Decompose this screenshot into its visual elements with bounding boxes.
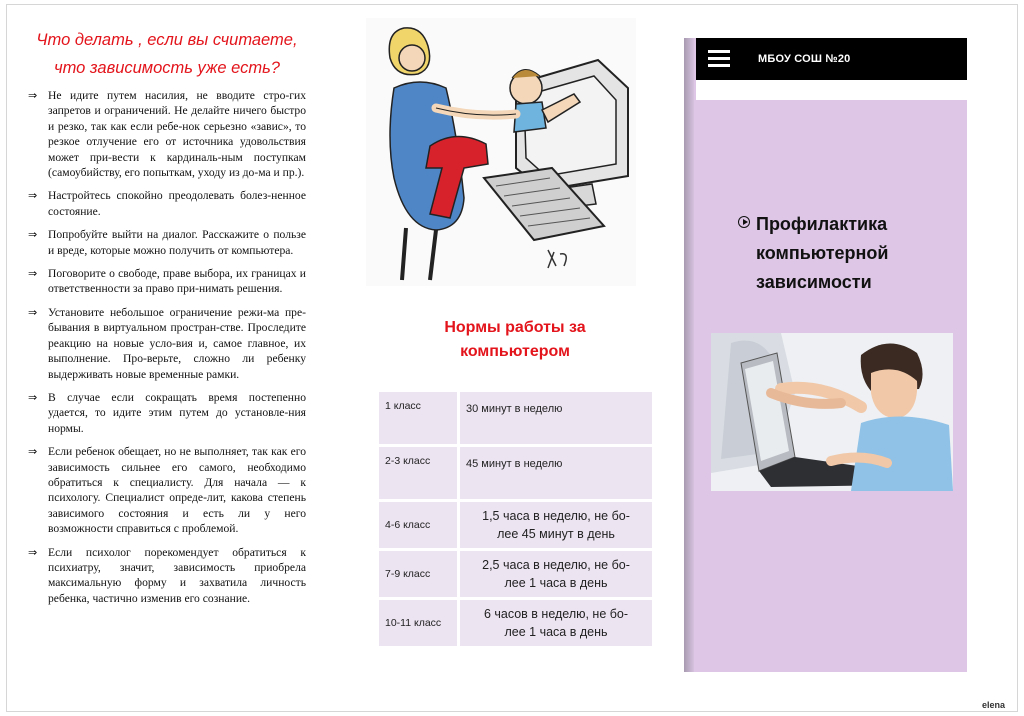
list-item (28, 266, 306, 297)
tip-text: Если психолог порекомендует обратиться к психиатру, значит, зависимость приобрела максимальную форму и захватила личность ребенка, частично изменив его сознание. (48, 545, 306, 605)
grade-cell: 2-3 класс (379, 447, 460, 499)
norms-table (379, 389, 652, 649)
menu-icon[interactable] (708, 50, 730, 68)
list-item (28, 305, 306, 382)
time-cell: 45 минут в неделю (460, 447, 652, 499)
arrow-icon: ⇒ (28, 189, 38, 203)
arrow-icon: ⇒ (28, 390, 38, 404)
divider-strip (696, 80, 967, 100)
list-item (28, 390, 306, 436)
tip-text: Если ребенок обещает, но не выполняет, так как его зависимость сильнее его самого, необходимо обратиться к специалисту. Для начала — к психологу. Специалист опреде-лит, какова степень зависимого состояния и есть ли у него возможности справиться с проблемой. (48, 445, 306, 536)
table-row (379, 502, 652, 548)
cartoon-illustration (366, 18, 636, 286)
table-row (379, 600, 652, 646)
play-icon (738, 216, 750, 228)
tip-text: В случае если сокращать время постепенно удается, то идите этим путем до установле-ния нормы. (48, 390, 306, 435)
cartoon-drawing (366, 18, 636, 286)
arrow-icon: ⇒ (28, 228, 38, 242)
norms-title: Нормы работы за компьютером (444, 319, 586, 360)
tips-list (28, 88, 306, 606)
arrow-icon: ⇒ (28, 89, 38, 102)
top-bar (696, 38, 967, 80)
table-row (379, 447, 652, 499)
list-item (28, 188, 306, 219)
tip-text: Попробуйте выйти на диалог. Расскажите о пользе и вреде, которые можно получить от компьютера. (48, 228, 306, 257)
tip-text: Не идите путем насилия, не вводите стро-гих запретов и ограничений. Не делайте ничего быстро и резко, так как если ребе-нок серьезно «завис», то резкое отлучение его от источника удовольствия может при-вести к кардиналь-ным поступкам (самоубийству, его попыткам, уходу из до-ма и пр.). (48, 89, 306, 180)
time-cell: 1,5 часа в неделю, не бо- лее 45 минут в день (460, 502, 652, 548)
left-title: Что делать , если вы считаете, что зависимость уже есть? (36, 31, 298, 77)
time-cell: 6 часов в неделю, не бо- лее 1 часа в день (460, 600, 652, 646)
list-item (28, 444, 306, 536)
grade-cell: 4-6 класс (379, 502, 460, 548)
grade-cell: 10-11 класс (379, 600, 460, 646)
cover-heading: Профилактика компьютерной зависимости (756, 214, 889, 292)
time-cell: 30 минут в неделю (460, 392, 652, 444)
photo-drawing (711, 333, 953, 491)
grade-cell: 1 класс (379, 392, 460, 444)
school-name: МБОУ СОШ №20 (758, 53, 851, 65)
arrow-icon: ⇒ (28, 445, 38, 459)
list-item (28, 227, 306, 258)
list-item (28, 545, 306, 607)
table-row (379, 392, 652, 444)
time-cell: 2,5 часа в неделю, не бо- лее 1 часа в день (460, 551, 652, 597)
tip-text: Установите небольшое ограничение режи-ма пре-бывания в виртуальном простран-стве. Проследите реакцию на новые усло-вия и, самое главное, их выполнение. Про-верьте, сложно ли ребенку выдерживать новые временные рамки. (48, 305, 306, 381)
grade-cell: 7-9 класс (379, 551, 460, 597)
tip-text: Настройтесь спокойно преодолевать болез-ненное состояние. (48, 189, 306, 218)
tip-text: Поговорите о свободе, праве выбора, их границах и ответственности за право при-нимать решения. (48, 267, 306, 296)
cover-heading-block (738, 210, 958, 297)
arrow-icon: ⇒ (28, 267, 38, 281)
list-item (28, 88, 306, 180)
arrow-icon: ⇒ (28, 305, 38, 319)
table-row (379, 551, 652, 597)
left-column (28, 26, 306, 614)
photo-boy-laptop (711, 333, 953, 491)
arrow-icon: ⇒ (28, 545, 38, 559)
watermark: elena (982, 700, 1006, 710)
